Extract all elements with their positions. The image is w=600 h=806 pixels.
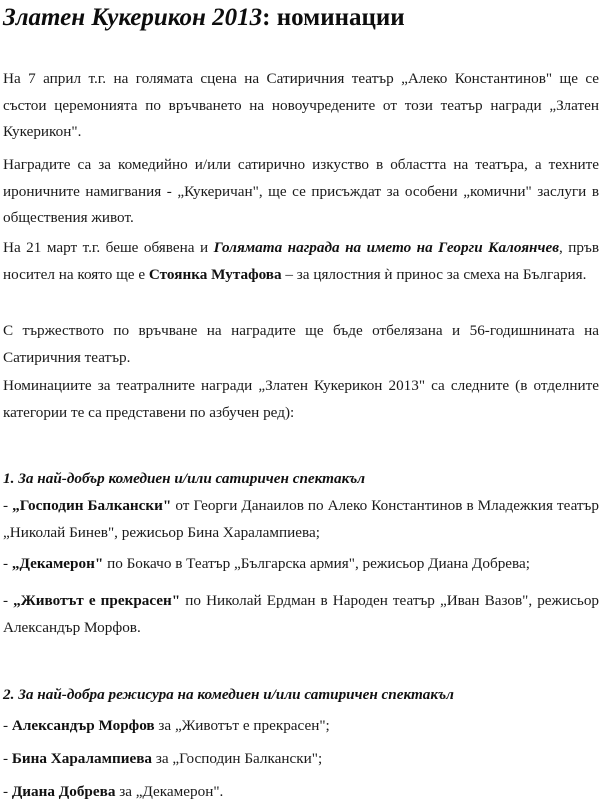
nominee-list-item: [3, 779, 599, 806]
nominee-bold-name: Диана Добрева: [11, 783, 116, 800]
nominee-bold-title: „Животът е прекрасен": [13, 592, 181, 609]
paragraph-nominations-intro: Номинациите за театралните награди „Златен Кукерикон 2013" са следните (в отделните категории те са представени по азбучен ред):: [3, 377, 599, 421]
title-regular-part: : номинации: [262, 4, 405, 31]
grand-prize-text-1: На 21 март т.г. беше обявена и: [3, 239, 214, 256]
nominee-details: за „Декамерон".: [115, 783, 224, 800]
nominee-details: по Бокачо в Театър „Българска армия", режисьор Диана Добрева;: [103, 555, 530, 572]
title-italic-part: Златен Кукерикон 2013: [3, 4, 263, 31]
nominee-list-item: [3, 551, 599, 578]
nominee-dash: -: [3, 592, 14, 609]
grand-prize-text-2: , пръв носител на която ще е: [3, 239, 600, 283]
nominee-details: от Георги Данаилов по Алеко Константинов в Младежкия театър „Николай Бинев", режисьор Бина Харалампиева;: [3, 497, 599, 541]
nominee-list-item: [3, 746, 599, 773]
nominee-bold-title: „Декамерон": [11, 555, 104, 572]
grand-prize-name: Голямата награда на името на Георги Калоянчев: [213, 239, 559, 256]
nominee-dash: -: [3, 750, 12, 767]
nominee-dash: -: [3, 717, 12, 734]
nominee-dash: -: [3, 555, 12, 572]
grand-prize-recipient: Стоянка Мутафова: [148, 265, 282, 283]
paragraph-intro: На 7 април т.г. на голямата сцена на Сатиричния театър „Алеко Константинов" ще се състои церемонията по връчването на новоучредените от този театър награди „Златен Кукерикон".: [3, 70, 599, 140]
nominee-details: за „Животът е прекрасен";: [154, 717, 330, 734]
paragraph-awards-description: Наградите са за комедийно и/или сатирично изкуство в областта на театъра, а техните ироничните намигвания - „Кукеричан", ще се присъждат за особени „комични" заслуги в обществения живот.: [3, 156, 599, 226]
nominee-bold-name: Бина Харалампиева: [11, 750, 153, 767]
nominee-list-item: [3, 588, 599, 641]
nominee-dash: -: [3, 783, 12, 800]
nominee-bold-title: „Господин Балкански": [12, 497, 172, 514]
page-title: [3, 3, 405, 33]
category-2-heading: 2. За най-добра режисура на комедиен и/или сатиричен спектакъл: [3, 686, 454, 703]
nominee-bold-name: Александър Морфов: [11, 717, 155, 734]
nominee-dash: -: [3, 497, 13, 514]
paragraph-grand-prize: [3, 235, 599, 288]
nominee-list-item: [3, 493, 599, 546]
paragraph-anniversary: С тържеството по връчване на наградите ще бъде отбелязана и 56-годишнината на Сатиричния театър.: [3, 322, 599, 366]
nominee-details: за „Господин Балкански";: [152, 750, 323, 767]
nominee-list-item: [3, 713, 599, 740]
nominee-details: по Николай Ердман в Народен театър „Иван Вазов", режисьор Александър Морфов.: [3, 592, 600, 636]
grand-prize-text-3: – за цялостния ѝ принос за смеха на България.: [281, 265, 587, 283]
category-1-heading: 1. За най-добър комедиен и/или сатиричен спектакъл: [3, 470, 366, 487]
